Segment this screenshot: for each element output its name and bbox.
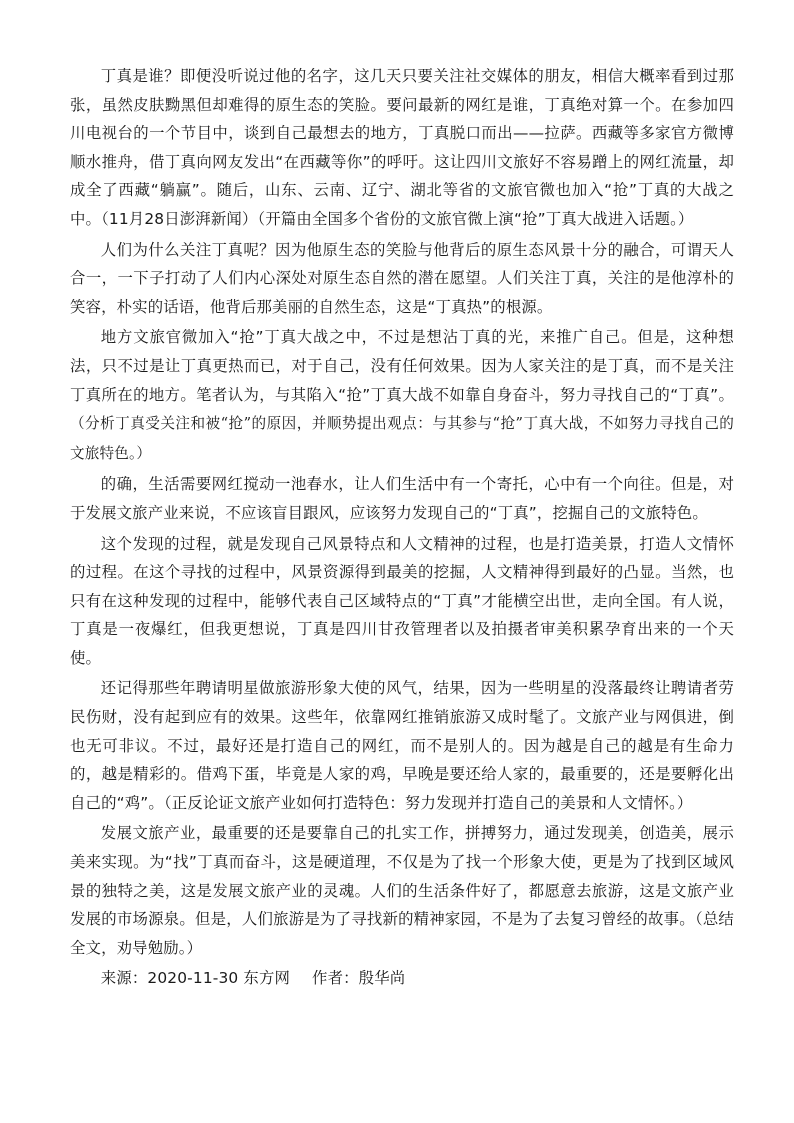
paragraph-1-text: 丁真是谁？即便没听说过他的名字，这几天只要关注社交媒体的朋友，相信大概率看到过那张，虽然皮肤黝黑但却难得的原生态的笑脸。要问最新的网红是谁，丁真绝对算一个。在参加四川电视台的一个节目中，谈到自己最想去的地方，丁真脱口而出——拉萨。西藏等多家官方微博顺水推舟，借丁真向网友发出“在西藏等你”的呼吁。这让四川文旅好不容易蹭上的网红流量，却成全了西藏“躺赢”。随后，山东、云南、辽宁、湖北等省的文旅官微也加入“抢”丁真的大战之中。（11月28日澎湃新闻） <box>70 67 734 228</box>
paragraph-2 <box>70 236 734 322</box>
paragraph-7-note: （总结全文，劝导勉励。） <box>70 910 734 957</box>
paragraph-4-text: 的确，生活需要网红搅动一池春水，让人们生活中有一个寄托，心中有一个向往。但是，对于发展文旅产业来说，不应该盲目跟风，应该努力发现自己的“丁真”，挖掘自己的文旅特色。 <box>70 475 734 522</box>
source-line <box>70 964 734 993</box>
paragraph-3-text: 地方文旅官微加入“抢”丁真大战之中，不过是想沾丁真的光，来推广自己。但是，这种想法，只不过是让丁真更热而已，对于自己，没有任何效果。因为人家关注的是丁真，而不是关注丁真所在的地方。笔者认为，与其陷入“抢”丁真大战不如靠自身奋斗，努力寻找自己的“丁真”。 <box>70 328 734 404</box>
paragraph-3 <box>70 323 734 468</box>
paragraph-7 <box>70 819 734 962</box>
paragraph-6-text: 还记得那些年聘请明星做旅游形象大使的风气，结果，因为一些明星的没落最终让聘请者劳民伤财，没有起到应有的效果。这些年，依靠网红推销旅游又成时髦了。文旅产业与网俱进，倒也无可非议。不过，最好还是打造自己的网红，而不是别人的。因为越是自己的越是有生命力的，越是精彩的。借鸡下蛋，毕竟是人家的鸡，早晚是要还给人家的，最重要的，还是要孵化出自己的“鸡”。 <box>70 679 734 812</box>
paragraph-5 <box>70 530 734 673</box>
paragraph-6-note: （正反论证文旅产业如何打造特色：努力发现并打造自己的美景和人文情怀。） <box>163 793 693 812</box>
paragraph-4 <box>70 470 734 527</box>
paragraph-1-note: （开篇由全国多个省份的文旅官微上演“抢”丁真大战进入话题。） <box>257 209 694 228</box>
source-author: 作者：殷华尚 <box>312 969 406 988</box>
paragraph-2-text: 人们为什么关注丁真呢？因为他原生态的笑脸与他背后的原生态风景十分的融合，可谓天人合一，一下子打动了人们内心深处对原生态自然的潜在愿望。人们关注丁真，关注的是他淳朴的笑容，朴实的话语，他背后那美丽的自然生态，这是“丁真热”的根源。 <box>70 240 734 316</box>
article-body <box>70 62 734 995</box>
paragraph-1 <box>70 62 734 234</box>
paragraph-6 <box>70 674 734 817</box>
paragraph-3-note: （分析丁真受关注和被“抢”的原因，并顺势提出观点：与其参与“抢”丁真大战，不如努力寻找自己的文旅特色。） <box>70 415 734 462</box>
paragraph-5-text: 这个发现的过程，就是发现自己风景特点和人文精神的过程，也是打造美景，打造人文情怀的过程。在这个寻找的过程中，风景资源得到最美的挖掘，人文精神得到最好的凸显。当然，也只有在这种发现的过程中，能够代表自己区域特点的“丁真”才能横空出世，走向全国。有人说，丁真是一夜爆红，但我更想说，丁真是四川甘孜管理者以及拍摄者审美积累孕育出来的一个天使。 <box>70 534 734 667</box>
source-label: 来源：2020-11-30 东方网 <box>100 969 291 988</box>
paragraph-7-text: 发展文旅产业，最重要的还是要靠自己的扎实工作，拼搏努力，通过发现美，创造美，展示美来实现。为“找”丁真而奋斗，这是硬道理，不仅是为了找一个形象大使，更是为了找到区域风景的独特之美，这是发展文旅产业的灵魂。人们的生活条件好了，都愿意去旅游，这是文旅产业发展的市场源泉。但是，人们旅游是为了寻找新的精神家园，不是为了去复习曾经的故事。 <box>70 824 734 929</box>
